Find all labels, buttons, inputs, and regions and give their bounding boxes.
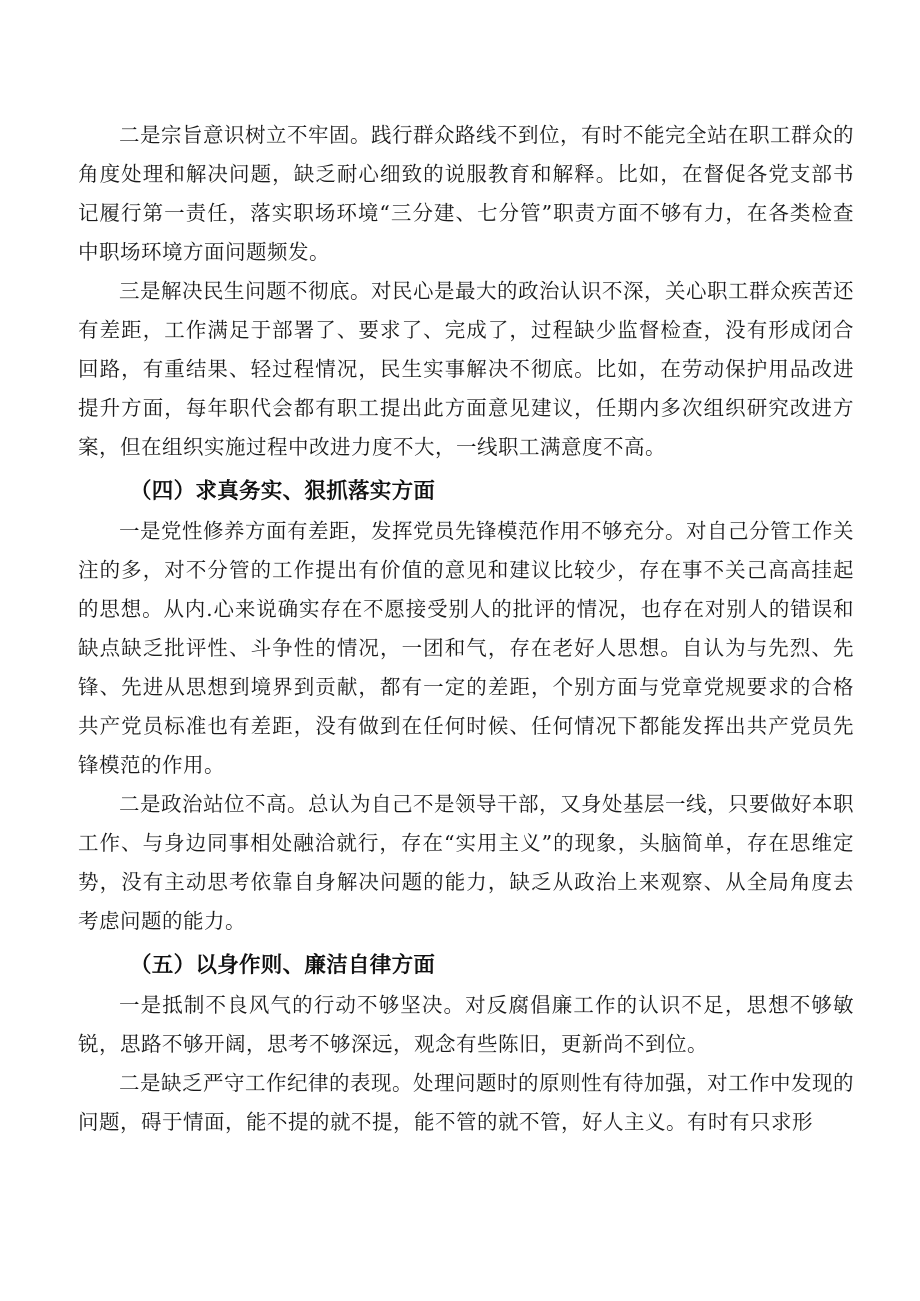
- paragraph-work-discipline: 二是缺乏严守工作纪律的表现。处理问题时的原则性有待加强，对工作中发现的问题，碍于情面，能不提的就不提，能不管的就不管，好人主义。有时有只求形: [78, 1071, 854, 1134]
- paragraph-political-stance: 二是政治站位不高。总认为自己不是领导干部，又身处基层一线，只要做好本职工作、与身边同事相处融洽就行，存在“实用主义”的现象，头脑简单，存在思维定势，没有主动思考依靠自身解决问题的能力，缺乏从政治上来观察、从全局角度去考虑问题的能力。: [78, 792, 854, 933]
- paragraph-purpose-awareness: 二是宗旨意识树立不牢固。践行群众路线不到位，有时不能完全站在职工群众的角度处理和解决问题，缺乏耐心细致的说服教育和解释。比如，在督促各党支部书记履行第一责任，落实职场环境“三分建、七分管”职责方面不够有力，在各类检查中职场环境方面问题频发。: [78, 123, 854, 264]
- document-body: [78, 116, 854, 1142]
- paragraph-resist-bad-practices: 一是抵制不良风气的行动不够坚决。对反腐倡廉工作的认识不足，思想不够敏锐，思路不够开阔，思考不够深远，观念有些陈旧，更新尚不到位。: [78, 993, 854, 1056]
- section-heading-4: （四）求真务实、狠抓落实方面: [130, 479, 436, 504]
- section-heading-5: （五）以身作则、廉洁自律方面: [130, 953, 436, 978]
- paragraph-party-cultivation: 一是党性修养方面有差距，发挥党员先锋模范作用不够充分。对自己分管工作关注的多，对不分管的工作提出有价值的意见和建议比较少，存在事不关己高高挂起的思想。从内.心来说确实存在不愿接受别人的批评的情况，也存在对别人的错误和缺点缺乏批评性、斗争性的情况，一团和气，存在老好人思想。自认为与先烈、先锋、先进从思想到境界到贡献，都有一定的差距，个别方面与党章党规要求的合格共产党员标准也有差距，没有做到在任何时候、任何情况下都能发挥出共产党员先锋模范的作用。: [78, 519, 854, 777]
- paragraph-livelihood-issues: 三是解决民生问题不彻底。对民心是最大的政治认识不深，关心职工群众疾苦还有差距，工作满足于部署了、要求了、完成了，过程缺少监督检查，没有形成闭合回路，有重结果、轻过程情况，民生实事解决不彻底。比如，在劳动保护用品改进提升方面，每年职代会都有职工提出此方面意见建议，任期内多次组织研究改进方案，但在组织实施过程中改进力度不大，一线职工满意度不高。: [78, 279, 854, 459]
